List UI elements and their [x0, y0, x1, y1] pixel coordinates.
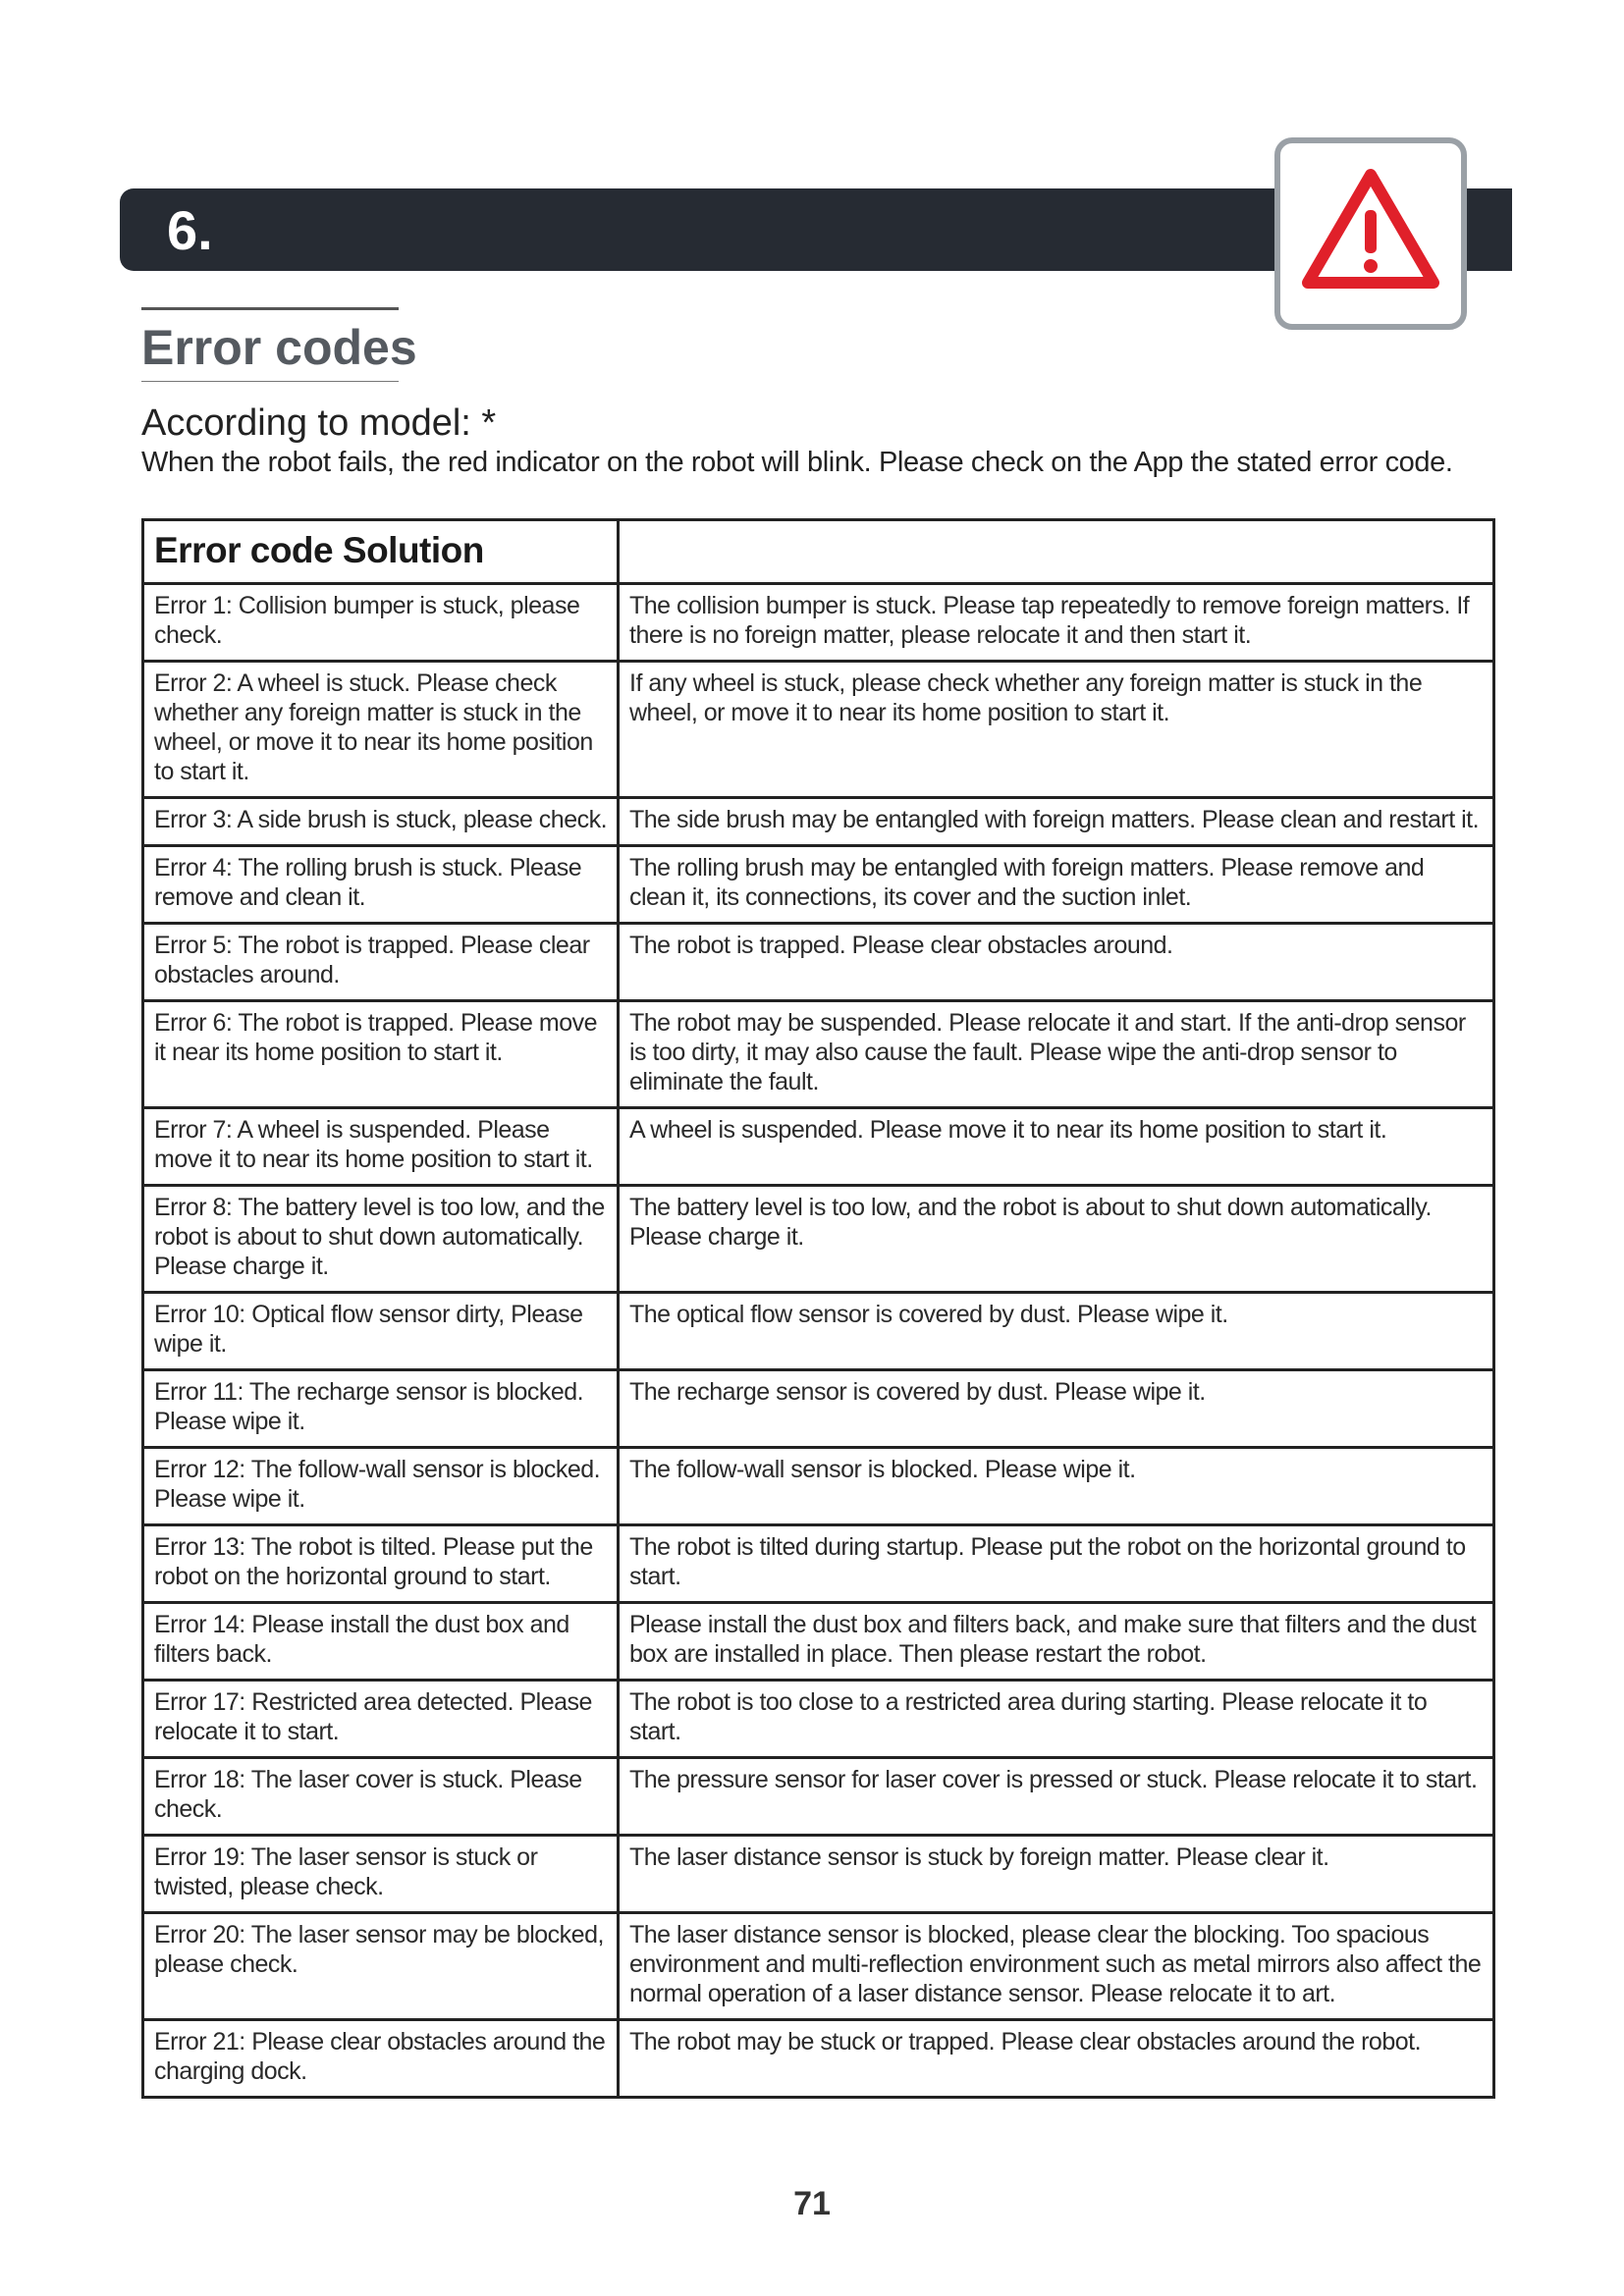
solution-cell: Please install the dust box and filters back, and make sure that filters and the dust box are installed in place. Then please restart the robot. — [619, 1603, 1494, 1681]
solution-cell: The robot is too close to a restricted area during starting. Please relocate it to start. — [619, 1681, 1494, 1758]
table-row — [143, 1603, 1494, 1681]
solution-cell: The robot is trapped. Please clear obstacles around. — [619, 924, 1494, 1001]
solution-cell: The side brush may be entangled with foreign matters. Please clean and restart it. — [619, 798, 1494, 846]
table-row — [143, 798, 1494, 846]
solution-cell: The pressure sensor for laser cover is pressed or stuck. Please relocate it to start. — [619, 1758, 1494, 1836]
solution-cell: The collision bumper is stuck. Please tap repeatedly to remove foreign matters. If there is no foreign matter, please relocate it and then start it. — [619, 584, 1494, 662]
error-code-cell: Error 17: Restricted area detected. Please relocate it to start. — [143, 1681, 619, 1758]
error-code-cell: Error 3: A side brush is stuck, please check. — [143, 798, 619, 846]
model-note: According to model: * — [141, 402, 497, 444]
intro-text: When the robot fails, the red indicator on the robot will blink. Please check on the App the stated error code. — [141, 447, 1453, 478]
warning-icon-frame — [1274, 137, 1467, 330]
table-row — [143, 924, 1494, 1001]
table-row — [143, 1913, 1494, 2020]
table-row — [143, 1448, 1494, 1525]
error-code-cell: Error 8: The battery level is too low, and the robot is about to shut down automatically. Please charge it. — [143, 1186, 619, 1293]
table-header-label: Error code Solution — [143, 520, 619, 584]
solution-cell: The rolling brush may be entangled with foreign matters. Please remove and clean it, its connections, its cover and the suction inlet. — [619, 846, 1494, 924]
page-number: 71 — [793, 2185, 831, 2222]
error-code-cell: Error 6: The robot is trapped. Please move it near its home position to start it. — [143, 1001, 619, 1108]
table-row — [143, 662, 1494, 798]
error-code-cell: Error 19: The laser sensor is stuck or twisted, please check. — [143, 1836, 619, 1913]
solution-cell: A wheel is suspended. Please move it to near its home position to start it. — [619, 1108, 1494, 1186]
solution-cell: The optical flow sensor is covered by dust. Please wipe it. — [619, 1293, 1494, 1370]
table-header-row — [143, 520, 1494, 584]
error-code-cell: Error 10: Optical flow sensor dirty, Please wipe it. — [143, 1293, 619, 1370]
table-row — [143, 1186, 1494, 1293]
table-row — [143, 846, 1494, 924]
solution-cell: The robot may be stuck or trapped. Please clear obstacles around the robot. — [619, 2020, 1494, 2098]
error-code-cell: Error 21: Please clear obstacles around the charging dock. — [143, 2020, 619, 2098]
solution-cell: The recharge sensor is covered by dust. Please wipe it. — [619, 1370, 1494, 1448]
table-row — [143, 1758, 1494, 1836]
table-row — [143, 1108, 1494, 1186]
table-row — [143, 1370, 1494, 1448]
error-code-cell: Error 1: Collision bumper is stuck, please check. — [143, 584, 619, 662]
table-row — [143, 1836, 1494, 1913]
table-row — [143, 584, 1494, 662]
error-code-cell: Error 18: The laser cover is stuck. Please check. — [143, 1758, 619, 1836]
title-rule-bottom — [141, 381, 399, 382]
table-row — [143, 1525, 1494, 1603]
solution-cell: The laser distance sensor is blocked, please clear the blocking. Too spacious environment and multi-reflection environment such as metal mirrors also affect the normal operation of a laser distance sensor. Please relocate it to art. — [619, 1913, 1494, 2020]
table-header-empty — [619, 520, 1494, 584]
section-title: Error codes — [141, 320, 417, 375]
solution-cell: If any wheel is stuck, please check whether any foreign matter is stuck in the wheel, or move it to near its home position to start it. — [619, 662, 1494, 798]
error-code-cell: Error 4: The rolling brush is stuck. Please remove and clean it. — [143, 846, 619, 924]
table-row — [143, 1001, 1494, 1108]
solution-cell: The robot may be suspended. Please relocate it and start. If the anti-drop sensor is too dirty, it may also cause the fault. Please wipe the anti-drop sensor to eliminate the fault. — [619, 1001, 1494, 1108]
solution-cell: The follow-wall sensor is blocked. Please wipe it. — [619, 1448, 1494, 1525]
warning-triangle-icon — [1290, 153, 1451, 314]
error-code-cell: Error 7: A wheel is suspended. Please move it to near its home position to start it. — [143, 1108, 619, 1186]
error-code-cell: Error 14: Please install the dust box and filters back. — [143, 1603, 619, 1681]
solution-cell: The robot is tilted during startup. Please put the robot on the horizontal ground to start. — [619, 1525, 1494, 1603]
error-code-cell: Error 5: The robot is trapped. Please clear obstacles around. — [143, 924, 619, 1001]
error-code-table — [141, 518, 1495, 2099]
chapter-number: 6. — [167, 199, 213, 261]
table-row — [143, 1293, 1494, 1370]
table-row — [143, 1681, 1494, 1758]
solution-cell: The laser distance sensor is stuck by foreign matter. Please clear it. — [619, 1836, 1494, 1913]
error-code-cell: Error 12: The follow-wall sensor is blocked. Please wipe it. — [143, 1448, 619, 1525]
title-rule-top — [141, 307, 399, 310]
error-code-cell: Error 11: The recharge sensor is blocked. Please wipe it. — [143, 1370, 619, 1448]
error-code-cell: Error 2: A wheel is stuck. Please check whether any foreign matter is stuck in the wheel, or move it to near its home position to start it. — [143, 662, 619, 798]
error-code-cell: Error 13: The robot is tilted. Please put the robot on the horizontal ground to start. — [143, 1525, 619, 1603]
error-code-cell: Error 20: The laser sensor may be blocked, please check. — [143, 1913, 619, 2020]
table-row — [143, 2020, 1494, 2098]
solution-cell: The battery level is too low, and the robot is about to shut down automatically. Please charge it. — [619, 1186, 1494, 1293]
